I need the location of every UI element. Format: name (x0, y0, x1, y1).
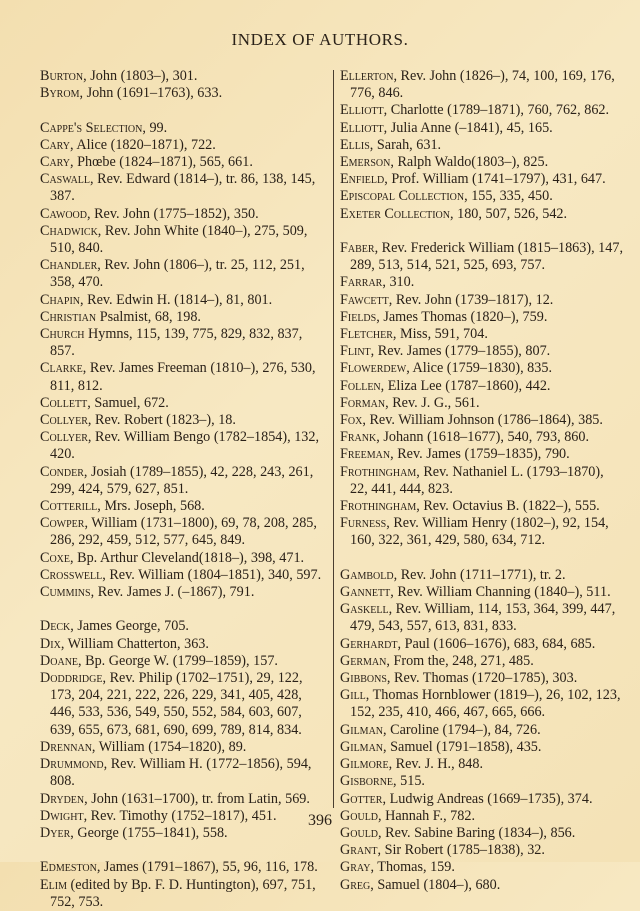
index-entry (40, 756, 328, 790)
index-entry (340, 154, 624, 171)
entry-details: , Josiah (1789–1855), 42, 228, 243, 261, 299, 424, 579, 627, 851. (50, 463, 314, 497)
author-name: Grant (340, 842, 378, 859)
entry-details: , George (1755–1841), 558. (70, 824, 228, 841)
entry-details: , Charlotte (1789–1871), 760, 762, 862. (383, 102, 610, 119)
author-name: Emerson (340, 154, 391, 171)
entry-details: , Miss, 591, 704. (392, 326, 488, 343)
index-entry (40, 498, 328, 515)
index-entry (40, 464, 328, 498)
index-entry (40, 257, 328, 291)
entry-details: , Bp. Arthur Cleveland(1818–), 398, 471. (70, 549, 305, 566)
index-entry (340, 326, 624, 343)
author-name: Gould (340, 807, 379, 824)
entry-details: , Samuel (1804–), 680. (370, 876, 501, 893)
entry-details: , Rev. Timothy (1752–1817), 451. (83, 807, 277, 824)
index-entry (340, 171, 624, 188)
index-entry (40, 68, 328, 85)
entry-details: , 99. (142, 119, 168, 136)
entry-details: , Paul (1606–1676), 683, 684, 685. (397, 635, 596, 652)
entry-details: , Thomas, 159. (370, 859, 455, 876)
entry-details: , Prof. William (1741–1797), 431, 647. (384, 171, 606, 188)
author-name: Exeter Collection (340, 205, 450, 222)
entry-details: , Sir Robert (1785–1838), 32. (377, 842, 545, 859)
entry-details: , Rev. J. H., 848. (388, 756, 484, 773)
entry-details: (edited by Bp. F. D. Huntington), 697, 751, 752, 753. (50, 876, 316, 910)
index-entry (340, 842, 624, 859)
index-entry (40, 584, 328, 601)
index-entry (340, 188, 624, 205)
entry-details: , William (1754–1820), 89. (91, 738, 247, 755)
author-name: Gerhardt (340, 635, 398, 652)
entry-details: , Rev. James J. (–1867), 791. (90, 584, 255, 601)
entry-details: , John (1631–1700), tr. from Latin, 569. (84, 790, 310, 807)
entry-details: , Rev. James (1779–1855), 807. (370, 343, 551, 360)
author-name: Dwight (40, 807, 84, 824)
index-entry (340, 722, 624, 739)
author-name: Enfield (340, 171, 385, 188)
index-entry (40, 670, 328, 739)
entry-details: , Rev. William (1804–1851), 340, 597. (102, 566, 322, 583)
author-name: Christian (40, 308, 97, 325)
entry-details: , Johann (1618–1677), 540, 793, 860. (376, 429, 590, 446)
entry-details: , Alice (1820–1871), 722. (70, 136, 216, 153)
entry-details: , Rev. William H. (1772–1856), 594, 808. (50, 756, 312, 790)
index-entry (340, 102, 624, 119)
entry-details: , Rev. Philip (1702–1751), 29, 122, 173, 204, 221, 222, 226, 229, 341, 405, 428, 446, 533, 536, 549, 550, 552, 584, 603, 607, 639, 655, 673, 681, 690, 699, 789, 814, 834. (50, 670, 303, 738)
index-entry (40, 85, 328, 102)
author-name: Fox (340, 412, 363, 429)
entry-details: , James (1791–1867), 55, 96, 116, 178. (96, 859, 318, 876)
entry-details: , Rev. Robert (1823–), 18. (87, 412, 236, 429)
index-entry (340, 464, 624, 498)
author-name: Episcopal Collection (340, 188, 465, 205)
author-name: Drennan (40, 738, 92, 755)
author-name: Ellis (340, 136, 370, 153)
author-name: Cummins (40, 584, 91, 601)
entry-details: , Rev. John (1775–1852), 350. (87, 205, 259, 222)
entry-details: , Sarah, 631. (369, 136, 442, 153)
index-entry (340, 498, 624, 515)
index-entry (340, 137, 624, 154)
author-name: Chadwick (40, 222, 98, 239)
page-number: 396 (308, 812, 332, 829)
entry-details: , Hannah F., 782. (378, 807, 476, 824)
index-entry (340, 395, 624, 412)
entry-details: , Julia Anne (–1841), 45, 165. (383, 119, 553, 136)
author-name: Deck (40, 618, 71, 635)
index-entry (340, 206, 624, 223)
author-name: Conder (40, 463, 84, 480)
entry-details: , John (1691–1763), 633. (79, 85, 223, 102)
index-entry (340, 756, 624, 773)
author-name: Furness (340, 515, 387, 532)
index-column-right (340, 68, 624, 894)
author-name: Crosswell (40, 566, 103, 583)
index-entry (40, 326, 328, 360)
author-name: Doddridge (40, 670, 103, 687)
author-name: Faber (340, 240, 375, 257)
index-entry (40, 395, 328, 412)
index-entry (340, 739, 624, 756)
index-entry (40, 877, 328, 911)
entry-details: , Bp. George W. (1799–1859), 157. (78, 652, 278, 669)
index-entry (40, 791, 328, 808)
index-column-left (40, 68, 328, 911)
author-name: Cary (40, 136, 71, 153)
entry-details: , Mrs. Joseph, 568. (97, 498, 205, 515)
author-name: Follen (340, 377, 381, 394)
entry-details: , Rev. William, 114, 153, 364, 399, 447, 479, 543, 557, 613, 831, 833. (350, 601, 616, 635)
index-entry (40, 636, 328, 653)
entry-details: , Rev. Edwin H. (1814–), 81, 801. (80, 291, 273, 308)
entry-details: , Rev. William Channing (1840–), 511. (390, 584, 611, 601)
index-entry (40, 739, 328, 756)
author-name: Flint (340, 343, 371, 360)
index-entry (340, 687, 624, 721)
author-name: Gilman (340, 738, 384, 755)
index-entry (340, 412, 624, 429)
entry-details: , Rev. William Henry (1802–), 92, 154, 160, 322, 361, 429, 580, 634, 712. (350, 515, 609, 549)
author-name: Gray (340, 859, 371, 876)
author-name: Ellerton (340, 68, 394, 84)
index-entry (340, 653, 624, 670)
entry-details: , Rev. Octavius B. (1822–), 555. (416, 498, 600, 515)
author-name: Dryden (40, 790, 85, 807)
entry-details: , James George, 705. (70, 618, 189, 635)
entry-details: , Rev. John White (1840–), 275, 509, 510, 840. (50, 222, 308, 257)
author-name: Byrom (40, 85, 80, 102)
index-entry (40, 137, 328, 154)
author-name: Dyer (40, 824, 71, 841)
author-name: Gannett (340, 584, 391, 601)
index-entry (340, 292, 624, 309)
author-name: Gilman (340, 721, 384, 738)
author-name: Gould (340, 824, 379, 841)
entry-details: , Rev. John (1711–1771), tr. 2. (393, 566, 566, 583)
entry-details: , Rev. Sabine Baring (1834–), 856. (378, 824, 576, 841)
index-entry (40, 292, 328, 309)
page-title: INDEX OF AUTHORS. (231, 30, 409, 49)
entry-details: , Rev. Edward (1814–), tr. 86, 138, 145, 387. (50, 171, 316, 205)
index-entry (340, 584, 624, 601)
author-name: Coxe (40, 549, 71, 566)
author-name: Church (40, 326, 85, 343)
author-name: Collyer (40, 429, 88, 446)
entry-details: , Rev. James (1759–1835), 790. (390, 446, 570, 463)
author-name: Drummond (40, 756, 104, 773)
entry-details: , 155, 335, 450. (464, 188, 553, 205)
author-name: Doane (40, 652, 79, 669)
author-name: Elim (40, 876, 67, 893)
index-entry (40, 429, 328, 463)
entry-details: , John (1803–), 301. (83, 68, 198, 84)
entry-details: , Rev. J. G., 561. (385, 394, 480, 411)
index-entry (40, 550, 328, 567)
author-name: Gotter (340, 790, 383, 807)
index-entry (340, 773, 624, 790)
entry-details: , Rev. Frederick William (1815–1863), 147, 289, 513, 514, 521, 525, 693, 757. (350, 240, 624, 274)
index-entry (40, 412, 328, 429)
entry-details: , Samuel (1791–1858), 435. (383, 738, 542, 755)
author-name: Chandler (40, 257, 98, 274)
index-entry (40, 360, 328, 394)
author-name: Frothingham (340, 463, 417, 480)
letter-group-spacer (40, 842, 328, 859)
entry-details: , Rev. James Freeman (1810–), 276, 530, 811, 812. (50, 360, 316, 394)
entry-details: , Caroline (1794–), 84, 726. (383, 721, 541, 738)
author-name: Gisborne (340, 773, 394, 790)
author-name: German (340, 652, 387, 669)
author-name: Fawcett (340, 291, 389, 308)
letter-group-spacer (340, 223, 624, 240)
entry-details: , Rev. John (1806–), tr. 25, 112, 251, 358, 470. (50, 257, 305, 291)
author-name: Gill (340, 687, 366, 704)
entry-details: , From the, 248, 271, 485. (386, 652, 534, 669)
index-entry (40, 653, 328, 670)
author-name: Chapin (40, 291, 81, 308)
entry-details: , Phœbe (1824–1871), 565, 661. (70, 154, 253, 170)
entry-details: , William Chatterton, 363. (60, 635, 209, 652)
index-entry (40, 309, 328, 326)
entry-details: Hymns, 115, 139, 775, 829, 832, 837, 857. (50, 326, 303, 360)
author-name: Elliott (340, 102, 384, 119)
entry-details: , Eliza Lee (1787–1860), 442. (380, 377, 551, 394)
letter-group-spacer (40, 601, 328, 618)
author-name: Forman (340, 394, 386, 411)
entry-details: , James Thomas (1820–), 759. (376, 308, 548, 325)
index-entry (40, 206, 328, 223)
entry-details: , 515. (393, 773, 425, 790)
author-name: Flowerdew (340, 360, 407, 377)
index-entry (340, 636, 624, 653)
letter-group-spacer (340, 550, 624, 567)
entry-details: , Rev. William Bengo (1782–1854), 132, 420. (50, 429, 320, 463)
entry-details: , Rev. William Johnson (1786–1864), 385. (362, 412, 603, 429)
author-name: Gambold (340, 566, 394, 583)
author-name: Freeman (340, 446, 391, 463)
index-entry (340, 240, 624, 274)
author-name: Elliott (340, 119, 384, 136)
author-name: Gaskell (340, 601, 389, 618)
index-entry (340, 429, 624, 446)
index-entry (340, 446, 624, 463)
index-entry (340, 274, 624, 291)
entry-details: , Thomas Hornblower (1819–), 26, 102, 123, 152, 235, 410, 466, 467, 665, 666. (350, 687, 621, 721)
author-name: Fletcher (340, 326, 393, 343)
index-entry (340, 68, 624, 102)
author-name: Burton (40, 68, 84, 84)
index-entry (340, 877, 624, 894)
entry-details: , Samuel, 672. (87, 394, 169, 411)
column-divider (333, 70, 334, 808)
entry-details: , Ralph Waldo(1803–), 825. (390, 154, 549, 171)
author-name: Frank (340, 429, 377, 446)
author-name: Frothingham (340, 498, 417, 515)
index-entry (40, 120, 328, 137)
index-entry (40, 171, 328, 205)
author-name: Gilmore (340, 756, 389, 773)
author-name: Cawood (40, 205, 87, 222)
author-name: Dix (40, 635, 61, 652)
index-entry (40, 154, 328, 171)
index-entry (340, 601, 624, 635)
author-name: Clarke (40, 360, 83, 377)
entry-details: , 310. (382, 274, 415, 291)
entry-details: , Rev. Nathaniel L. (1793–1870), 22, 441, 444, 823. (350, 463, 604, 497)
author-name: Fields (340, 308, 377, 325)
author-name: Edmeston (40, 859, 97, 876)
index-entry (340, 670, 624, 687)
author-name: Collyer (40, 412, 88, 429)
author-name: Gibbons (340, 670, 387, 687)
entry-details: , Ludwig Andreas (1669–1735), 374. (382, 790, 593, 807)
entry-details: , William (1731–1800), 69, 78, 208, 285, 286, 292, 459, 512, 577, 645, 849. (50, 515, 317, 549)
author-name: Greg (340, 876, 371, 893)
index-entry (340, 309, 624, 326)
index-entry (340, 360, 624, 377)
entry-details: , Alice (1759–1830), 835. (406, 360, 553, 377)
index-entry (340, 515, 624, 549)
entry-details: , Rev. John (1826–), 74, 100, 169, 176, 776, 846. (350, 68, 615, 102)
index-entry (340, 378, 624, 395)
letter-group-spacer (40, 102, 328, 119)
index-entry (40, 515, 328, 549)
entry-details: , Rev. John (1739–1817), 12. (388, 291, 554, 308)
index-entry (40, 223, 328, 257)
author-name: Cowper (40, 515, 85, 532)
author-name: Farrar (340, 274, 383, 291)
author-name: Cotterill (40, 498, 98, 515)
index-entry (40, 567, 328, 584)
author-name: Collett (40, 394, 88, 411)
index-entry (340, 567, 624, 584)
index-entry (340, 791, 624, 808)
index-entry (40, 618, 328, 635)
author-name: Cappe's Selection (40, 119, 143, 136)
entry-details: , 180, 507, 526, 542. (450, 205, 568, 222)
index-entry (340, 120, 624, 137)
author-name: Caswall (40, 171, 91, 188)
index-entry (340, 343, 624, 360)
entry-details: , Rev. Thomas (1720–1785), 303. (386, 670, 578, 687)
author-name: Cary (40, 154, 71, 170)
entry-details: Psalmist, 68, 198. (96, 308, 201, 325)
